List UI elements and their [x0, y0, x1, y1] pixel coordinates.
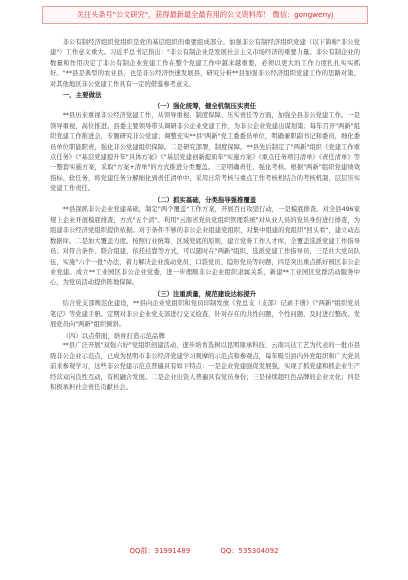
- footer-qq-group: QQ群：31991489: [129, 547, 191, 555]
- section-heading: （二）抓实基础，分类指导强推覆盖: [153, 195, 257, 204]
- section-heading: （一）强化统筹，健全机制压实责任: [153, 101, 257, 110]
- footer: [0, 544, 408, 558]
- section-heading: （三）注重质量，规范建设达标提升: [153, 289, 257, 298]
- body-paragraph: **县深抓非公企业党建基础，制定"两个覆盖"工作方案，开展百日攻坚行动，一是模底排查。对全县496家规上企业开展模底排查，方式"五个清"。利用"云南省党员党组织管理系统"对从业人员的党员身份进行排查，为组建非公经济党组织提供依据。对于条件不够的非公企业组建党组织，对集中组建的党组织"回头看"，建立动态数据库。二是加大覆盖力度。按照行业统筹、区域兜底的原则，建立党务工作人才库，全覆盖选派党建工作指导员；对符合条件、联合组建、依托挂靠等方式，可以随时在"两新"组织、选派党建工作指导员，三是社大党员队伍，实施"六个一批"办法，着力解决企业流动党员、口袋党员、隐形党员等问题，四是突出重点抓好园区非公企业党建。成立**工业园区非公企业党委，进一步理顺非公企业组织隶属关系，新建**工业园区党群活动服务中心，为党员活动提供阵地保障。: [50, 206, 360, 287]
- top-banner[interactable]: 关注头条号"公文研究"，获得最新最全最有用的公文资料库！ 微信：gongwenyj: [42, 6, 368, 24]
- body-paragraph: **县广泛开展"双强六好"党组织创建活动，逐步培育选树以昆明鼎承科技、云南兴达工艺为代表的一批市县级非公企业示范点，已成为昆明市非公经济党建学习观摩的示范点和参观点，每年吸引县内外党组织和广大党员前来参观学习，这些非公党建示范点普遍具有如下特点：一是企业党建强促发展强，实现了抓党建和抓企业生产经营双向良性互动，有机融合发展。二是企业出资人普遍具有党员身份；三是持续超红色品牌的企业文化；四是积极承担社会责任贡献社会。: [50, 342, 360, 391]
- footer-qq-contact: QQ：535304092: [220, 547, 279, 555]
- body-paragraph: **县历来重视非公经济党建工作，从领导重视、制度保障、压实责任等方面，加强全县非公党建工作。一是领导重视，高位推进。县委主要领导带头调研非公企业党建工作，为非公企业党建出谋划策；每年召开"两新"组织党建工作推进会，专题研究非公党建；调整充实**县"两新"党工委委员单位，明确兼职副书记和委员，细化委员单位职能职责，强化非公党建组织保障。二是研究部署，制度保障。**县先后制定了"两新"组织《党建工作重点任务》《"基层党建提升年"具体方案》《"基层党建创新提质年"实施方案》《重点任务项目清单》《责任清单》等一整套实施方案，采取"方案+清单"的方式推进分类覆盖。三是明确责任，强化考核。根据"两新"组织党建绩效指标、软任务，将党建任务分解细化到责任清单中，采用日常考核与重点工作考核相结合的考核机制，层层压实党建工作责任。: [50, 112, 360, 193]
- body-paragraph: 结合党支部规范化建设，**县向企业党组织和党员印制发放《党总支（支部）记录手册》《"两新"组织党员笔记》等党建手册。定期对非公企业党支部进行交叉检查，针对存在的共性问题，个性问题，及时进行整改。发展党员向"两新"组织倾斜。: [50, 300, 360, 329]
- section-heading: （四）以点带面，培育打造示范品牌: [62, 331, 165, 340]
- document-body: [50, 38, 360, 538]
- body-paragraph: 非公有制经济组织党组织是党的基层组织的重要组成部分。加强非公有制经济组织党建（以下简称"非公党建"）工作意义重大。习近平总书记指出："非公有制企业是发展社会主义市场经济的重要力量。非公有制企业的数量和作用决定了非公有制企业党建工作在整个党建工作中越来越重要，必须以更大的工作力度扎扎实实抓好。"**县是典型的农业县，也是非公经济快速发展县，研究分析**县加强非公经济组织党建工作的思路对策，对其他地区非公党建工作具有一定的借鉴参考意义。: [50, 39, 360, 88]
- section-heading: 一、主要做法: [62, 91, 102, 100]
